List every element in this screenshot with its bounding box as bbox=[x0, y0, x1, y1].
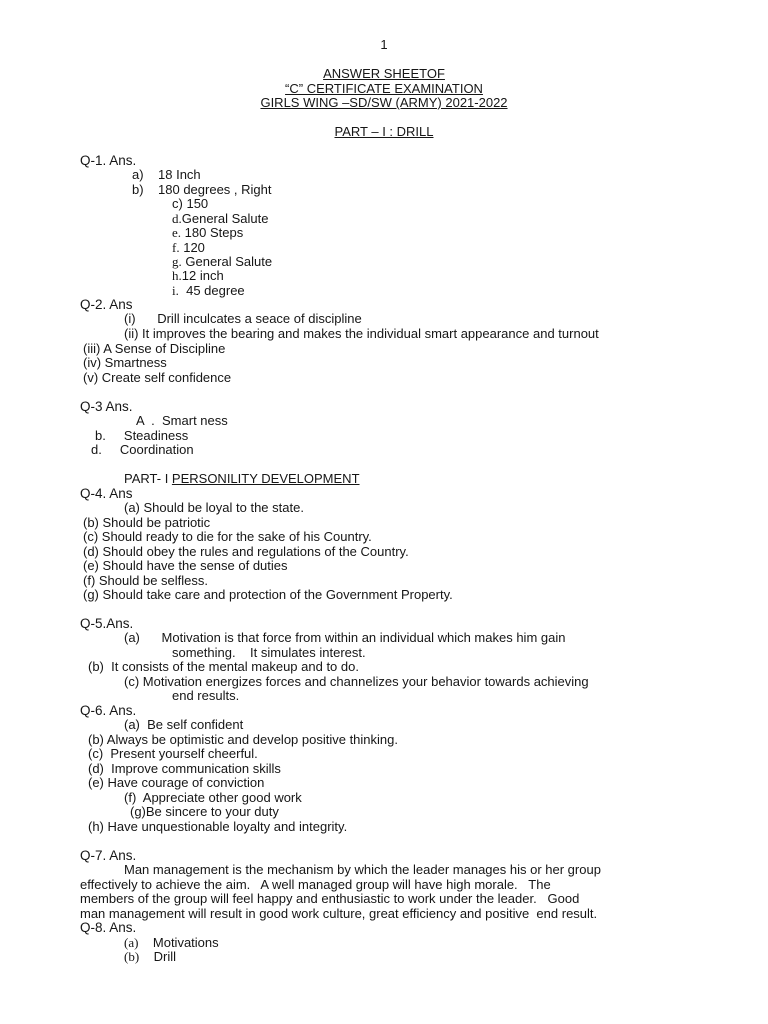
q3-item-d: d. Coordination bbox=[91, 442, 194, 457]
q6-item: (h) Have unquestionable loyalty and integrity. bbox=[88, 819, 348, 834]
q6-item: (d) Improve communication skills bbox=[88, 761, 281, 776]
q1-item-g: g. General Salute bbox=[172, 254, 273, 269]
q5-line: (c) Motivation energizes forces and channelizes your behavior towards achieving bbox=[124, 674, 589, 689]
q5-label: Q-5.Ans. bbox=[80, 616, 134, 631]
q3-label: Q-3 Ans. bbox=[80, 399, 133, 414]
q2-label: Q-2. Ans bbox=[80, 297, 133, 312]
part-personality-title: PART- I PERSONILITY DEVELOPMENT bbox=[124, 471, 360, 486]
q4-item: (e) Should have the sense of duties bbox=[83, 558, 288, 573]
q1-item-h: h.12 inch bbox=[172, 268, 224, 283]
q4-item: (g) Should take care and protection of the Government Property. bbox=[83, 587, 453, 602]
q7-line: members of the group will feel happy and enthusiastic to work under the leader. Good bbox=[80, 891, 580, 906]
q3-item-b: b. Steadiness bbox=[95, 428, 189, 443]
q1-item-f: f. 120 bbox=[172, 240, 205, 255]
q2-item-iv: (iv) Smartness bbox=[83, 355, 167, 370]
q6-item: (e) Have courage of conviction bbox=[88, 775, 265, 790]
title-line-3: GIRLS WING –SD/SW (ARMY) 2021-2022 bbox=[260, 95, 508, 110]
q4-item: (f) Should be selfless. bbox=[83, 573, 209, 588]
q6-item: (c) Present yourself cheerful. bbox=[88, 746, 258, 761]
q8-item-a: (a) Motivations bbox=[124, 935, 219, 950]
page-number: 1 bbox=[380, 37, 388, 52]
q4-item: (b) Should be patriotic bbox=[83, 515, 211, 530]
part-1-title: PART – I : DRILL bbox=[334, 124, 434, 139]
q1-label: Q-1. Ans. bbox=[80, 153, 137, 168]
title-line-2: “C” CERTIFICATE EXAMINATION bbox=[285, 81, 483, 96]
q2-item-iii: (iii) A Sense of Discipline bbox=[83, 341, 226, 356]
q8-label: Q-8. Ans. bbox=[80, 920, 137, 935]
q4-item: (d) Should obey the rules and regulations of the Country. bbox=[83, 544, 409, 559]
q8-item-b: (b) Drill bbox=[124, 949, 177, 964]
q1-item-a: a) 18 Inch bbox=[132, 167, 201, 182]
q2-item-i: (i) Drill inculcates a seace of discipline bbox=[124, 311, 362, 326]
q6-item: (g)Be sincere to your duty bbox=[130, 804, 279, 819]
q6-item: (a) Be self confident bbox=[124, 717, 244, 732]
q1-item-b: b) 180 degrees , Right bbox=[132, 182, 272, 197]
title-line-1: ANSWER SHEETOF bbox=[323, 66, 445, 81]
q2-item-v: (v) Create self confidence bbox=[83, 370, 232, 385]
q5-line: (a) Motivation is that force from within an individual which makes him gain bbox=[124, 630, 566, 645]
q4-item: (c) Should ready to die for the sake of his Country. bbox=[83, 529, 372, 544]
q5-line: end results. bbox=[172, 688, 240, 703]
q6-item: (f) Appreciate other good work bbox=[124, 790, 302, 805]
q4-label: Q-4. Ans bbox=[80, 486, 133, 501]
q1-item-c: c) 150 bbox=[172, 196, 209, 211]
q1-item-d: d.General Salute bbox=[172, 211, 269, 226]
q2-item-ii: (ii) It improves the bearing and makes the individual smart appearance and turnout bbox=[124, 326, 599, 341]
q7-line: effectively to achieve the aim. A well managed group will have high morale. The bbox=[80, 877, 551, 892]
q7-line: Man management is the mechanism by which the leader manages his or her group bbox=[124, 862, 601, 877]
q5-line: (b) It consists of the mental makeup and to do. bbox=[88, 659, 359, 674]
q6-item: (b) Always be optimistic and develop positive thinking. bbox=[88, 732, 398, 747]
q3-item-a: A . Smart ness bbox=[136, 413, 228, 428]
q1-item-i: i. 45 degree bbox=[172, 283, 245, 298]
q1-item-e: e. 180 Steps bbox=[172, 225, 244, 240]
q6-label: Q-6. Ans. bbox=[80, 703, 137, 718]
q7-line: man management will result in good work culture, great efficiency and positive end result. bbox=[80, 906, 598, 921]
q5-line: something. It simulates interest. bbox=[172, 645, 366, 660]
q4-item: (a) Should be loyal to the state. bbox=[124, 500, 304, 515]
q7-label: Q-7. Ans. bbox=[80, 848, 137, 863]
